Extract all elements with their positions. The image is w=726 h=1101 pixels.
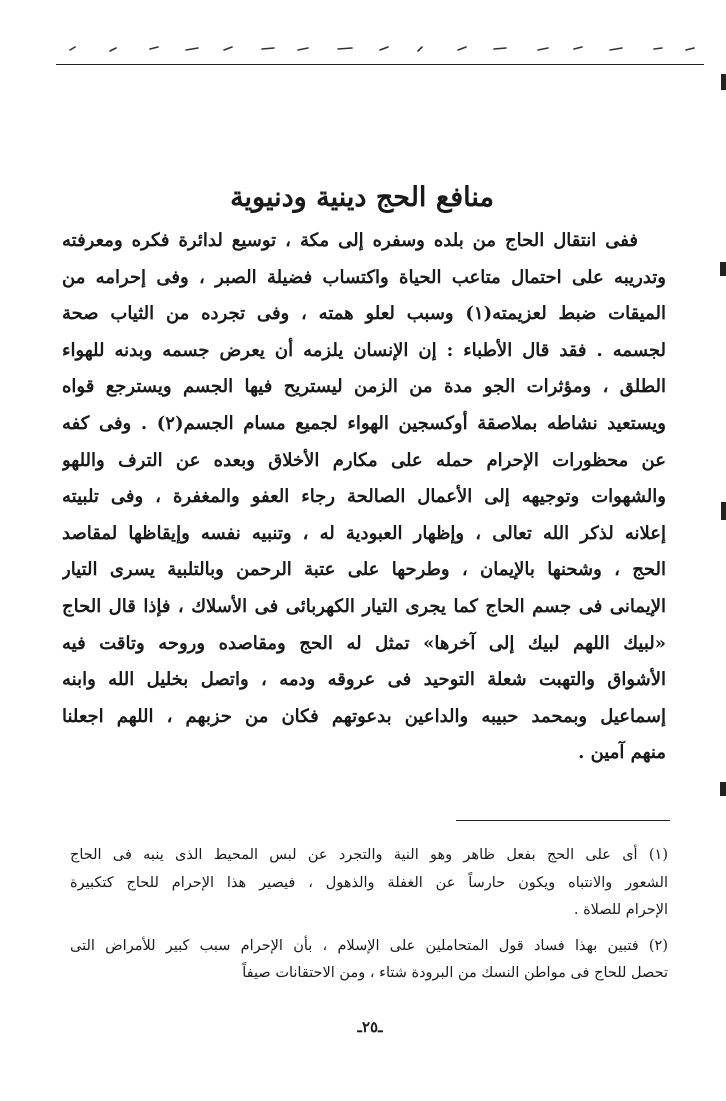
- body-line: الأشواق والتهبت شعلة التوحيد فى عروقه ودمه ، واتصل بخليل الله وابنه: [62, 669, 666, 691]
- body-line: ففى انتقال الحاج من بلده وسفره إلى مكة ، توسيع لدائرة فكره ومعرفته: [62, 230, 638, 251]
- body-line: الطلق ، ومؤثرات الجو مدة من الزمن ليستريح فيها الجسم ويسترجع قواه: [62, 376, 666, 398]
- body-line: الميقات ضبط لعزيمته(١) وسبب لعلو همته ، وفى تجرده من الثياب صحة: [62, 303, 666, 325]
- footnote-1: [70, 842, 668, 925]
- body-line: عن محظورات الإحرام حمله على مكارم الأخلاق وبعده عن الترف واللهو: [62, 449, 666, 471]
- body-line: إعلانه لذكر الله تعالى ، وإظهار العبودية له ، وتنبيه نفسه وإيقاظها لمقاصد: [62, 522, 666, 544]
- body-line: ويستعيد نشاطه بملاصقة أوكسجين الهواء لجميع مسام الجسم(٢) . وفى كفه: [62, 412, 666, 434]
- header-rule: [56, 64, 704, 65]
- header-dash-ornament: [62, 40, 702, 56]
- article-body: [62, 223, 666, 772]
- footnote-line: تحصل للحاج فى مواطن النسك من البرودة شتاء ، ومن الاحتقانات صيفاً: [242, 965, 668, 981]
- body-line: إسماعيل وبمحمد حبيبه والداعين بدعوتهم فكان من حزبهم ، اللهم اجعلنا: [62, 705, 666, 727]
- footnote-line: الإحرام للصلاة .: [573, 902, 668, 918]
- footnote-2: [70, 933, 668, 988]
- body-line: «لبيك اللهم لبيك إلى آخرها» تمثل له الحج ومقاصده وروحه وتاقت فيه: [62, 632, 666, 654]
- footnote-separator: [456, 820, 670, 821]
- page-number: ـ٢٥ـ: [357, 1018, 383, 1036]
- body-line: وتدريبه على احتمال متاعب الحياة واكتساب فضيلة الصبر ، وفى إحرامه من: [62, 266, 666, 288]
- article-title: منافع الحج دينية ودنيوية: [230, 182, 494, 213]
- page-edge-marks: [718, 0, 726, 1101]
- footnote-gap: [70, 925, 668, 933]
- body-line: لجسمه . فقد قال الأطباء : إن الإنسان يلزمه أن يعرض جسمه وبدنه للهواء: [62, 339, 666, 361]
- body-line: منهم آمين .: [578, 742, 666, 764]
- footnote-line: الشعور والانتباه ويكون حارساً عن الغفلة والذهول ، فيصير هذا الإحرام للحاج كتكبيرة: [70, 874, 668, 891]
- body-line: الإيمانى فى جسم الحاج كما يجرى التيار الكهربائى فى الأسلاك ، فإذا قال الحاج: [62, 595, 666, 617]
- footnote-line: (١) أى على الحج بفعل ظاهر وهو النية والتجرد عن لبس المحيط الذى ينبه فى الحاج: [70, 847, 668, 863]
- body-line: الحج ، وشحنها بالإيمان ، وطرحها على عتبة الرحمن وبالتلبية يسرى التيار: [62, 559, 666, 581]
- footnote-line: (٢) فتبين بهذا فساد قول المتحاملين على الإسلام ، بأن الإحرام سبب كبير للأمراض التى: [70, 937, 668, 954]
- footnotes: [70, 842, 668, 988]
- body-line: والشهوات وتوجيهه إلى الأعمال الصالحة رجاء العفو والمغفرة ، وفى تلبيته: [62, 486, 666, 508]
